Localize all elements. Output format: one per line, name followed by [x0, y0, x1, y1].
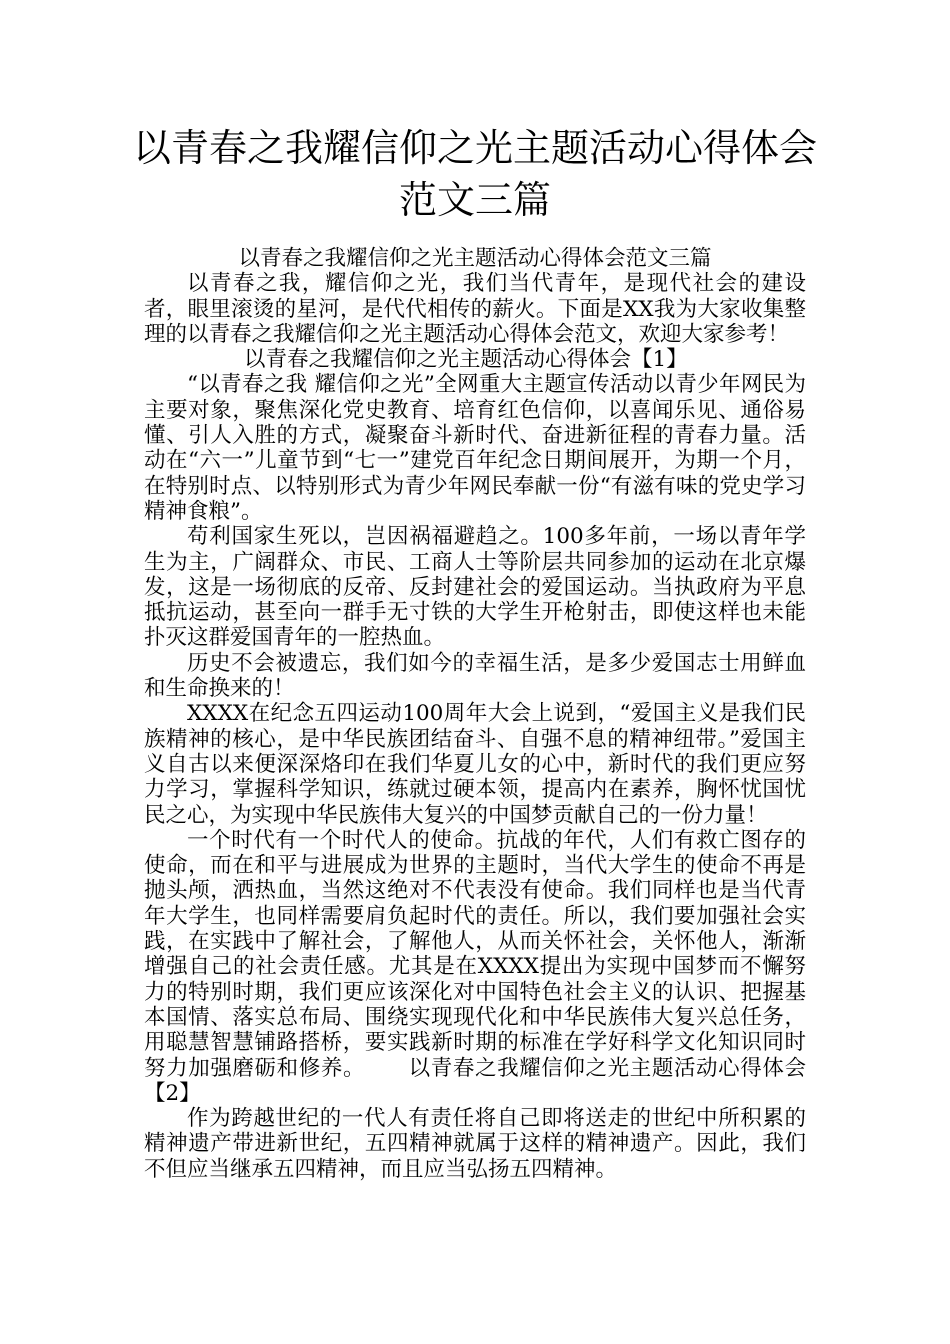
document-body [144, 246, 806, 1182]
paragraph-5 [144, 828, 806, 1106]
section-heading-1: 以青春之我耀信仰之光主题活动心得体会【1】 [244, 347, 688, 373]
paragraph-5-text: 一个时代有一个时代人的使命。抗战的年代，人们有救亡图存的使命，而在和平与进展成为世界的主题时，当代大学生的使命不再是抛头颅，洒热血，当然这绝对不代表没有使命。我们同样也是当代青年大学生，也同样需要肩负起时代的责任。所以，我们要加强社会实践，在实践中了解社会，了解他人，从而关怀社会，关怀他人，渐渐增强自己的社会责任感。尤其是在XXXX提出为实现中国梦而不懈努力的特别时期，我们更应该深化对中国特色社会主义的认识、把握基本国情、落实总布局、围绕实现现代化和中华民族伟大复兴总任务，用聪慧智慧铺路搭桥，要实践新时期的标准在学好科学文化知识同时努力加强磨砺和修养。 [144, 827, 806, 1081]
paragraph-3: 历史不会被遗忘，我们如今的幸福生活，是多少爱国志士用鲜血和生命换来的！ [144, 650, 806, 702]
title-line-2: 范文三篇 [398, 178, 551, 222]
paragraph-4: XXXX在纪念五四运动100周年大会上说到，“爱国主义是我们民族精神的核心，是中华民族团结奋斗、自强不息的精神纽带。”爱国主义自古以来便深深烙印在我们华夏儿女的心中，新时代的我们更应努力学习，掌握科学知识，练就过硬本领，提高内在素养，胸怀忧国忧民之心，为实现中华民族伟大复兴的中国梦贡献自己的一份力量！ [144, 701, 806, 828]
title-line-1: 以青春之我耀信仰之光主题活动心得体会 [132, 126, 817, 170]
paragraph-2: 苟利国家生死以，岂因祸福避趋之。100多年前，一场以青年学生为主，广阔群众、市民、工商人士等阶层共同参加的运动在北京爆发，这是一场彻底的反帝、反封建社会的爱国运动。当执政府为平息抵抗运动，甚至向一群手无寸铁的大学生开枪射击，即使这样也未能扑灭这群爱国青年的一腔热血。 [144, 524, 806, 651]
document-title [100, 122, 850, 226]
section-heading-2: 以青春之我耀信仰之光主题活动心得体会【2】 [144, 1055, 806, 1106]
paragraph-1: “以青春之我 耀信仰之光”全网重大主题宣传活动以青少年网民为主要对象，聚焦深化党史教育、培育红色信仰，以喜闻乐见、通俗易懂、引人入胜的方式，凝聚奋斗新时代、奋进新征程的青春力量。活动在“六一”儿童节到“七一”建党百年纪念日期间展开，为期一个月，在特别时点、以特别形式为青少年网民奉献一份“有滋有味的党史学习精神食粮”。 [144, 372, 806, 524]
paragraph-6: 作为跨越世纪的一代人有责任将自己即将送走的世纪中所积累的精神遗产带进新世纪，五四精神就属于这样的精神遗产。因此，我们不但应当继承五四精神，而且应当弘扬五四精神。 [144, 1106, 806, 1182]
document-subtitle: 以青春之我耀信仰之光主题活动心得体会范文三篇 [238, 246, 712, 271]
intro-paragraph: 以青春之我，耀信仰之光，我们当代青年，是现代社会的建设者，眼里滚烫的星河，是代代相传的薪火。下面是XX我为大家收集整理的以青春之我耀信仰之光主题活动心得体会范文，欢迎大家参考！ [144, 271, 806, 347]
